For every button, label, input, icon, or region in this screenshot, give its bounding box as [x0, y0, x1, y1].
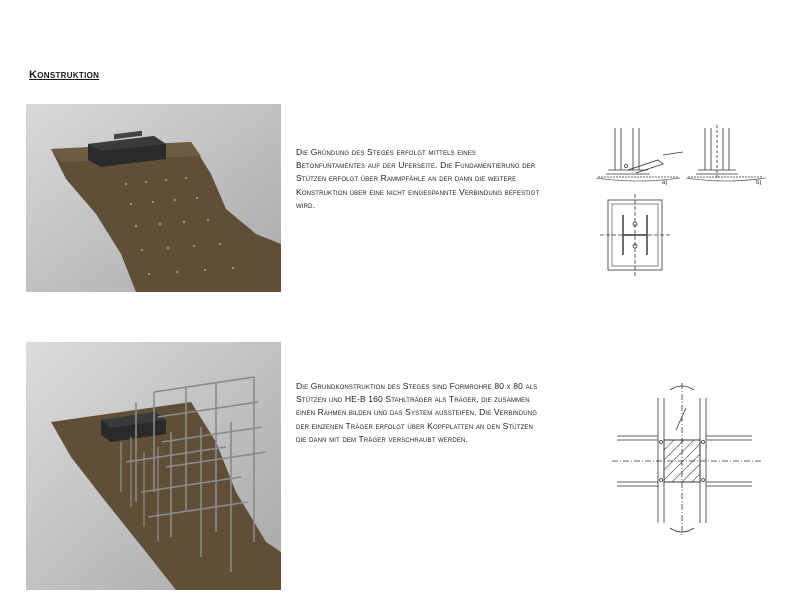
detail-drawing-connection: [612, 378, 762, 538]
detail-drawing-column-base: [588, 120, 788, 280]
render-frame-structure: [26, 342, 281, 590]
render-foundation: [26, 104, 281, 292]
description-frame-structure: Die Grundkonstruktion des Steges sind Formrohre 80 x 80 als Stützen und HE-B 160 Stahlträger als Träger, die zusammen einen Rahmen bilden und das System aussteifen. Die Verbindung der einzenen Träger erfolgt über Kopfplatten an den Stützen die dann mit dem Träger verschraubt werden.: [296, 381, 538, 444]
detail-label-a: a): [662, 180, 668, 186]
detail-label-b: b): [756, 180, 762, 186]
description-foundation: Die Gründung des Steges erfolgt mittels eines Betonfuntamentes auf der Uferseite. Die Fundamentierung der Stützen erfolgt über Rammpfähle an der dann die weitere Konstruktion über eine nicht eingespannte Verbindung befestigt wird.: [296, 147, 540, 210]
section-title: Konstruktion: [29, 69, 100, 81]
